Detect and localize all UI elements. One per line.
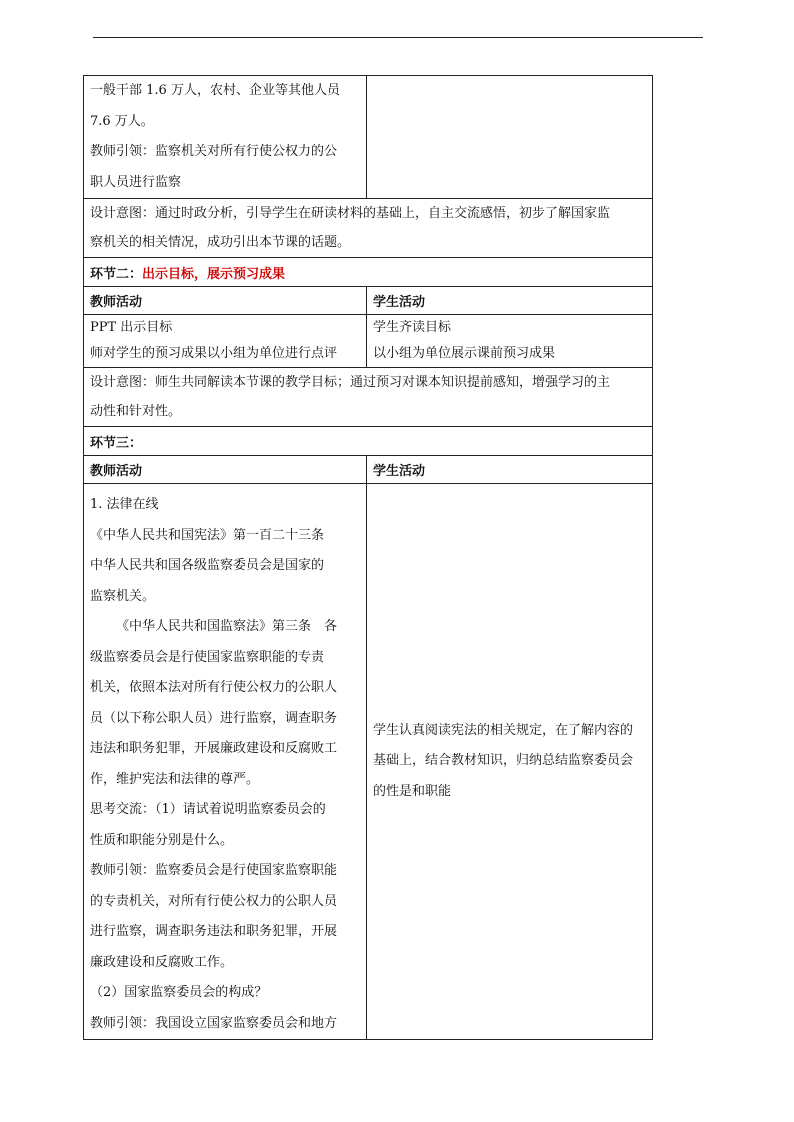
text-line: 基础上，结合教材知识，归纳总结监察委员会 [373, 753, 634, 769]
design-intent-cell [84, 199, 653, 258]
column-header-row-2 [84, 287, 653, 315]
text-line: 进行监察，调查职务违法和职务犯罪，开展 [90, 924, 338, 939]
continuation-teacher-cell [84, 76, 367, 199]
text-line: 以小组为单位展示课前预习成果 [373, 346, 556, 361]
text-line: 1. 法律在线 [90, 497, 159, 512]
step-2-title: 出示目标，展示预习成果 [142, 266, 286, 282]
teacher-activity-cell [84, 484, 367, 1040]
step-2-heading [84, 258, 653, 287]
text-line: 学生齐读目标 [373, 320, 452, 335]
text-line: 教师引领：我国设立国家监察委员会和地方 [90, 1015, 338, 1031]
step-2-row [84, 258, 653, 287]
design-intent-row-2 [84, 368, 653, 427]
text-line: 教师引领：监察机关对所有行使公权力的公 [90, 144, 338, 159]
text-line: 学生认真阅读宪法的相关规定，在了解内容的 [373, 722, 634, 738]
text-line: 中华人民共和国各级监察委员会是国家的 [90, 558, 325, 573]
continuation-student-cell [367, 76, 653, 199]
text-line: 7.6 万人。 [90, 113, 154, 129]
continuation-row [84, 76, 653, 199]
text-line: 《中华人民共和国监察法》第三条 各 [116, 619, 338, 634]
text-line: 察机关的相关情况，成功引出本节课的话题。 [90, 235, 351, 250]
student-activity-header: 学生活动 [367, 456, 653, 484]
text-line: 师对学生的预习成果以小组为单位进行点评 [90, 346, 338, 361]
step-2-prefix: 环节二： [90, 266, 143, 282]
lesson-plan-table [83, 75, 653, 1040]
activity-row-2 [84, 315, 653, 368]
text-line: 教师引领：监察委员会是行使国家监察职能 [90, 863, 338, 878]
student-activity-cell [367, 484, 653, 1040]
text-line: 动性和针对性。 [90, 404, 182, 419]
text-line: 的性是和职能 [373, 783, 452, 799]
text-line: 设计意图：师生共同解读本节课的教学目标；通过预习对课本知识提前感知，增强学习的主 [90, 375, 611, 390]
text-line: 监察机关。 [90, 588, 156, 604]
text-line: 思考交流：（1）请试着说明监察委员会的 [90, 802, 326, 817]
student-activity-header: 学生活动 [367, 287, 653, 315]
teacher-activity-header: 教师活动 [84, 456, 367, 484]
teacher-activity-header: 教师活动 [84, 287, 367, 315]
text-line: 的专责机关，对所有行使公权力的公职人员 [90, 893, 338, 909]
design-intent-row-1 [84, 199, 653, 258]
step-3-heading: 环节三： [84, 427, 653, 456]
text-line: 设计意图：通过时政分析，引导学生在研读材料的基础上，自主交流感悟，初步了解国家监 [90, 206, 611, 221]
teacher-activity-cell [84, 315, 367, 368]
text-line: PPT 出示目标 [90, 320, 173, 335]
text-line: 职人员进行监察 [90, 174, 182, 190]
activity-row-3 [84, 484, 653, 1040]
text-line: 一般干部 1.6 万人，农村、企业等其他人员 [90, 83, 340, 98]
design-intent-cell [84, 368, 653, 427]
column-header-row-3 [84, 456, 653, 484]
text-line: 《中华人民共和国宪法》第一百二十三条 [90, 527, 325, 543]
text-line: 性质和职能分别是什么。 [90, 832, 234, 848]
text-line: 级监察委员会是行使国家监察职能的专责 [90, 649, 325, 665]
text-line: 员（以下称公职人员）进行监察，调查职务 [90, 710, 338, 726]
text-line: 机关，依照本法对所有行使公权力的公职人 [90, 680, 338, 695]
student-activity-cell [367, 315, 653, 368]
text-line: 违法和职务犯罪，开展廉政建设和反腐败工 [90, 741, 338, 756]
text-line: 作，维护宪法和法律的尊严。 [90, 771, 260, 787]
page-header-rule [93, 37, 703, 38]
text-line: （2）国家监察委员会的构成？ [90, 985, 268, 1000]
text-line: 廉政建设和反腐败工作。 [90, 954, 234, 970]
step-3-row [84, 427, 653, 456]
